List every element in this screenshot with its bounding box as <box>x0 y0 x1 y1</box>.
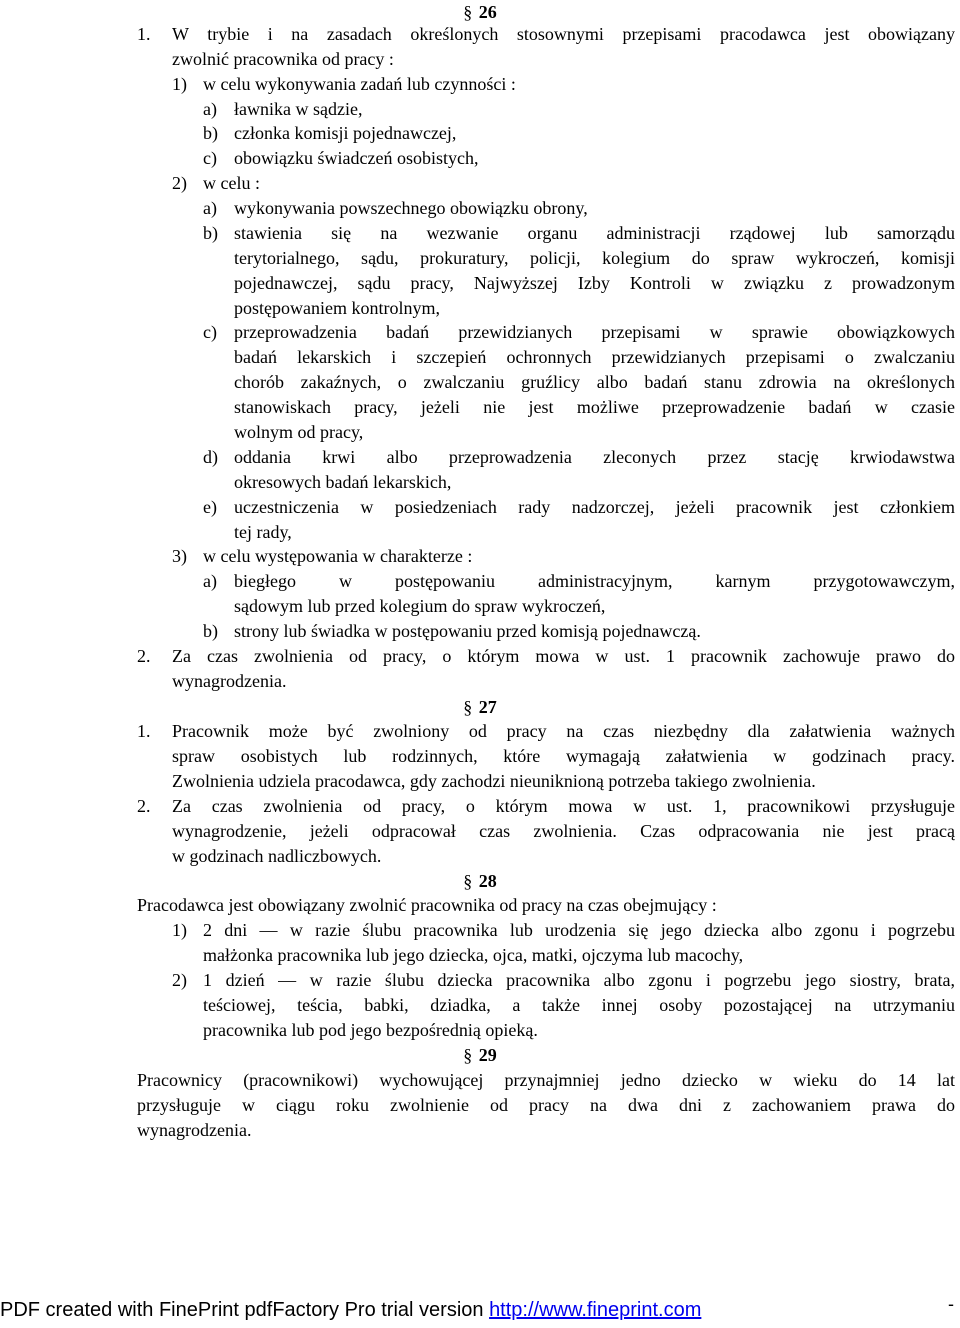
s26-item2b-line: terytorialnego, sądu, prokuratury, policji, kolegium do spraw wykroczeń, komisji <box>234 248 955 268</box>
s26-item2c-line: wolnym od pracy, <box>234 422 364 442</box>
s26-item2d-line: oddania krwi albo przeprowadzenia zleconych przez stację krwiodawstwa <box>234 447 955 467</box>
s26-item2b-label: b) <box>203 223 218 243</box>
s26-item2b-line: stawienia się na wezwanie organu administracji rządowej lub samorządu <box>234 223 955 243</box>
footer-link[interactable]: http://www.fineprint.com <box>489 1299 702 1321</box>
s26-p2-label: 2. <box>137 646 151 666</box>
s29-line: przysługuje w ciągu roku zwolnienie od pracy na dwa dni z zachowaniem prawa do <box>137 1095 955 1115</box>
footer-dash: - <box>948 1294 954 1314</box>
section-number: 27 <box>478 697 497 717</box>
s28-item1-line: 2 dni — w razie ślubu pracownika lub urodzenia się jego dziecka albo zgonu i pogrzebu <box>203 920 955 940</box>
s26-p2-line: wynagrodzenia. <box>172 671 287 691</box>
section-sign: § <box>463 2 473 22</box>
s28-item2-line: teściowej, teścia, babki, dziadka, a także innej osoby pozostającej na utrzymaniu <box>203 995 955 1015</box>
s26-item2-text: w celu : <box>203 173 260 193</box>
s27-p2-label: 2. <box>137 796 151 816</box>
s26-item2a-label: a) <box>203 198 217 218</box>
s26-p1-line: W trybie i na zasadach określonych stosownymi przepisami pracodawca jest obowiązany <box>172 24 955 44</box>
s26-item2e-line: tej rady, <box>234 522 292 542</box>
s28-item2-label: 2) <box>172 970 187 990</box>
s26-item3-label: 3) <box>172 546 187 566</box>
s26-p1-label: 1. <box>137 24 151 44</box>
s26-item2c-label: c) <box>203 322 217 342</box>
s26-item1-label: 1) <box>172 74 187 94</box>
s26-item1a-text: ławnika w sądzie, <box>234 99 363 119</box>
s26-item2c-line: przeprowadzenia badań przewidzianych przepisami w sprawie obowiązkowych <box>234 322 955 342</box>
s28-item2-line: pracownika lub pod jego bezpośrednią opieką. <box>203 1020 538 1040</box>
s26-item2c-line: stanowiskach pracy, jeżeli nie jest możliwe przeprowadzenie badań w czasie <box>234 397 955 417</box>
s26-item3a-line: biegłego w postępowaniu administracyjnym, karnym przygotowawczym, <box>234 571 955 591</box>
s26-item2-label: 2) <box>172 173 187 193</box>
s26-item1a-label: a) <box>203 99 217 119</box>
s28-item1-line: małżonka pracownika lub jego dziecka, ojca, matki, ojczyma lub macochy, <box>203 945 744 965</box>
section-sign: § <box>463 1045 473 1065</box>
section-28-heading <box>0 869 960 894</box>
section-29-heading <box>0 1043 960 1068</box>
pdf-footer <box>0 1296 701 1324</box>
footer-text: PDF created with FinePrint pdfFactory Pro trial version <box>0 1299 490 1321</box>
s26-item2e-line: uczestniczenia w posiedzeniach rady nadzorczej, jeżeli pracownik jest członkiem <box>234 497 955 517</box>
s27-p2-line: Za czas zwolnienia od pracy, o którym mowa w ust. 1, pracownikowi przysługuje <box>172 796 955 816</box>
section-sign: § <box>463 697 473 717</box>
s26-item3-text: w celu występowania w charakterze : <box>203 546 473 566</box>
s26-item3a-line: sądowym lub przed kolegium do spraw wykroczeń, <box>234 596 606 616</box>
s26-item1c-label: c) <box>203 148 217 168</box>
s29-line: wynagrodzenia. <box>137 1120 252 1140</box>
s26-item1c-text: obowiązku świadczeń osobistych, <box>234 148 479 168</box>
section-27-heading <box>0 695 960 720</box>
s26-item2d-line: okresowych badań lekarskich, <box>234 472 452 492</box>
section-number: 29 <box>478 1045 497 1065</box>
s27-p1-label: 1. <box>137 721 151 741</box>
s26-item2c-line: badań lekarskich i szczepień ochronnych przewidzianych przepisami o zwalczaniu <box>234 347 955 367</box>
s28-intro: Pracodawca jest obowiązany zwolnić pracownika od pracy na czas obejmujący : <box>137 895 717 915</box>
s27-p2-line: w godzinach nadliczbowych. <box>172 846 382 866</box>
s26-item2b-line: pojednawczej, sądu pracy, Najwyższej Izby Kontroli w związku z prowadzonym <box>234 273 955 293</box>
s26-item3b-label: b) <box>203 621 218 641</box>
section-number: 26 <box>478 2 497 22</box>
section-number: 28 <box>478 871 497 891</box>
s26-item2a-text: wykonywania powszechnego obowiązku obrony, <box>234 198 588 218</box>
s29-line: Pracownicy (pracownikowi) wychowującej przynajmniej jedno dziecko w wieku do 14 lat <box>137 1070 955 1090</box>
s27-p1-line: spraw osobistych lub rodzinnych, które wymagają załatwienia w godzinach pracy. <box>172 746 955 766</box>
s26-item3a-label: a) <box>203 571 217 591</box>
s26-item3b-text: strony lub świadka w postępowaniu przed komisją pojednawczą. <box>234 621 701 641</box>
section-sign: § <box>463 871 473 891</box>
s26-item1-text: w celu wykonywania zadań lub czynności : <box>203 74 516 94</box>
s28-item2-line: 1 dzień — w razie ślubu dziecka pracownika albo zgonu i pogrzebu jego siostry, brata, <box>203 970 955 990</box>
s26-item2e-label: e) <box>203 497 217 517</box>
s27-p1-line: Zwolnienia udziela pracodawca, gdy zachodzi nieuniknioną potrzeba takiego zwolnienia. <box>172 771 816 791</box>
s26-item1b-label: b) <box>203 123 218 143</box>
s28-item1-label: 1) <box>172 920 187 940</box>
s27-p1-line: Pracownik może być zwolniony od pracy na czas niezbędny dla załatwienia ważnych <box>172 721 955 741</box>
s26-p2-line: Za czas zwolnienia od pracy, o którym mowa w ust. 1 pracownik zachowuje prawo do <box>172 646 955 666</box>
s26-p1-line: zwolnić pracownika od pracy : <box>172 49 394 69</box>
s26-item1b-text: członka komisji pojednawczej, <box>234 123 457 143</box>
s26-item2c-line: chorób zakaźnych, o zwalczaniu gruźlicy albo badań stanu zdrowia na określonych <box>234 372 955 392</box>
s26-item2b-line: postępowaniem kontrolnym, <box>234 298 440 318</box>
s27-p2-line: wynagrodzenie, jeżeli odpracował czas zwolnienia. Czas odpracowania nie jest pracą <box>172 821 955 841</box>
s26-item2d-label: d) <box>203 447 218 467</box>
